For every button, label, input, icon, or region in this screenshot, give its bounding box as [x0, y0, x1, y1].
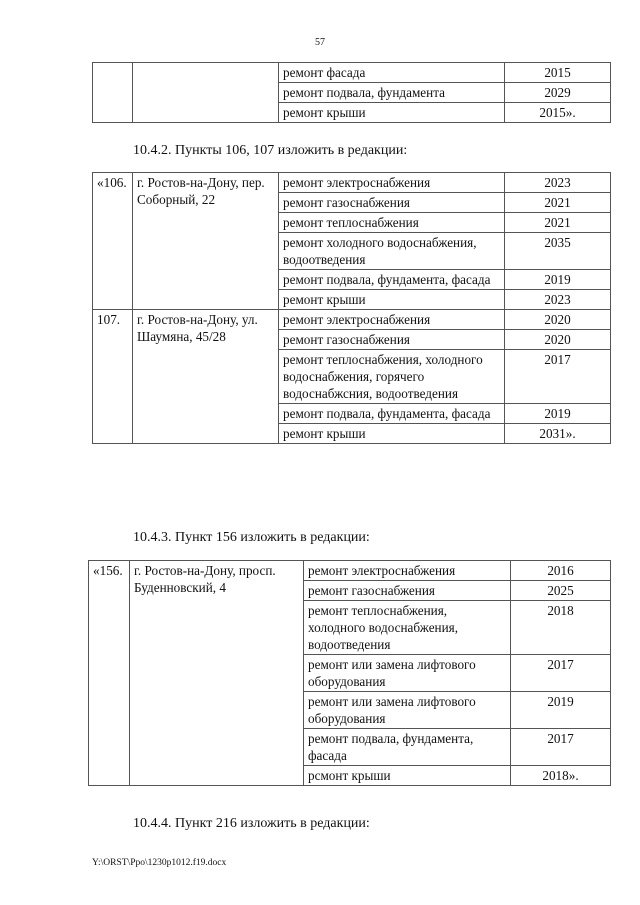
year-cell: 2025	[511, 581, 611, 601]
year-cell: 2031».	[505, 424, 611, 444]
work-cell: ремонт газоснабжения	[279, 193, 505, 213]
table-row	[93, 173, 611, 193]
year-cell: 2021	[505, 213, 611, 233]
year-cell: 2018».	[511, 766, 611, 786]
table-point-156	[88, 560, 611, 786]
table-row	[93, 310, 611, 330]
year-cell: 2023	[505, 173, 611, 193]
number-cell: «156.	[89, 561, 130, 786]
work-cell: ремонт или замена лифтового оборудования	[304, 692, 511, 729]
work-cell: ремонт газоснабжения	[279, 330, 505, 350]
year-cell: 2020	[505, 310, 611, 330]
work-cell: ремонт крыши	[279, 103, 505, 123]
work-cell: ремонт теплоснабжения	[279, 213, 505, 233]
work-cell: ремонт подвала, фундамента, фасада	[279, 404, 505, 424]
address-cell: г. Ростов-на-Дону, пер. Соборный, 22	[133, 173, 279, 310]
paragraph-10-4-4: 10.4.4. Пункт 216 изложить в редакции:	[133, 816, 370, 831]
work-cell: ремонт крыши	[279, 424, 505, 444]
work-cell: ремонт газоснабжения	[304, 581, 511, 601]
work-cell: ремонт электроснабжения	[304, 561, 511, 581]
year-cell: 2017	[511, 729, 611, 766]
work-cell: ремонт подвала, фундамента	[279, 83, 505, 103]
work-cell: рсмонт крыши	[304, 766, 511, 786]
year-cell: 2021	[505, 193, 611, 213]
table-row	[93, 63, 611, 83]
year-cell: 2023	[505, 290, 611, 310]
work-cell: ремонт теплоснабжения, холодного водоснабжения, горячего водоснабжсния, водоотведения	[279, 350, 505, 404]
work-cell: ремонт фасада	[279, 63, 505, 83]
table-row	[89, 561, 611, 581]
work-cell: ремонт или замена лифтового оборудования	[304, 655, 511, 692]
work-cell: ремонт крыши	[279, 290, 505, 310]
work-cell: ремонт холодного водоснабжения, водоотведения	[279, 233, 505, 270]
address-cell: г. Ростов-на-Дону, просп. Буденновский, 4	[130, 561, 304, 786]
work-cell: ремонт подвала, фундамента, фасада	[279, 270, 505, 290]
number-cell: «106.	[93, 173, 133, 310]
address-cell: г. Ростов-на-Дону, ул. Шаумяна, 45/28	[133, 310, 279, 444]
year-cell: 2015	[505, 63, 611, 83]
year-cell: 2019	[505, 404, 611, 424]
year-cell: 2020	[505, 330, 611, 350]
work-cell: ремонт подвала, фундамента, фасада	[304, 729, 511, 766]
year-cell: 2019	[511, 692, 611, 729]
paragraph-10-4-2: 10.4.2. Пункты 106, 107 изложить в редакции:	[133, 143, 408, 158]
year-cell: 2016	[511, 561, 611, 581]
work-cell: ремонт теплоснабжения, холодного водоснабжения, водоотведения	[304, 601, 511, 655]
number-cell: 107.	[93, 310, 133, 444]
paragraph-10-4-3: 10.4.3. Пункт 156 изложить в редакции:	[133, 530, 370, 545]
year-cell: 2017	[511, 655, 611, 692]
footer-file-path: Y:\ORST\Ppo\1230p1012.f19.docx	[92, 858, 227, 868]
year-cell: 2019	[505, 270, 611, 290]
page-number: 57	[315, 37, 325, 48]
work-cell: ремонт электроснабжения	[279, 310, 505, 330]
address-cell	[133, 63, 279, 123]
work-cell: ремонт электроснабжения	[279, 173, 505, 193]
year-cell: 2029	[505, 83, 611, 103]
year-cell: 2018	[511, 601, 611, 655]
year-cell: 2035	[505, 233, 611, 270]
table-continuation	[92, 62, 611, 123]
year-cell: 2015».	[505, 103, 611, 123]
year-cell: 2017	[505, 350, 611, 404]
table-points-106-107	[92, 172, 611, 444]
number-cell	[93, 63, 133, 123]
